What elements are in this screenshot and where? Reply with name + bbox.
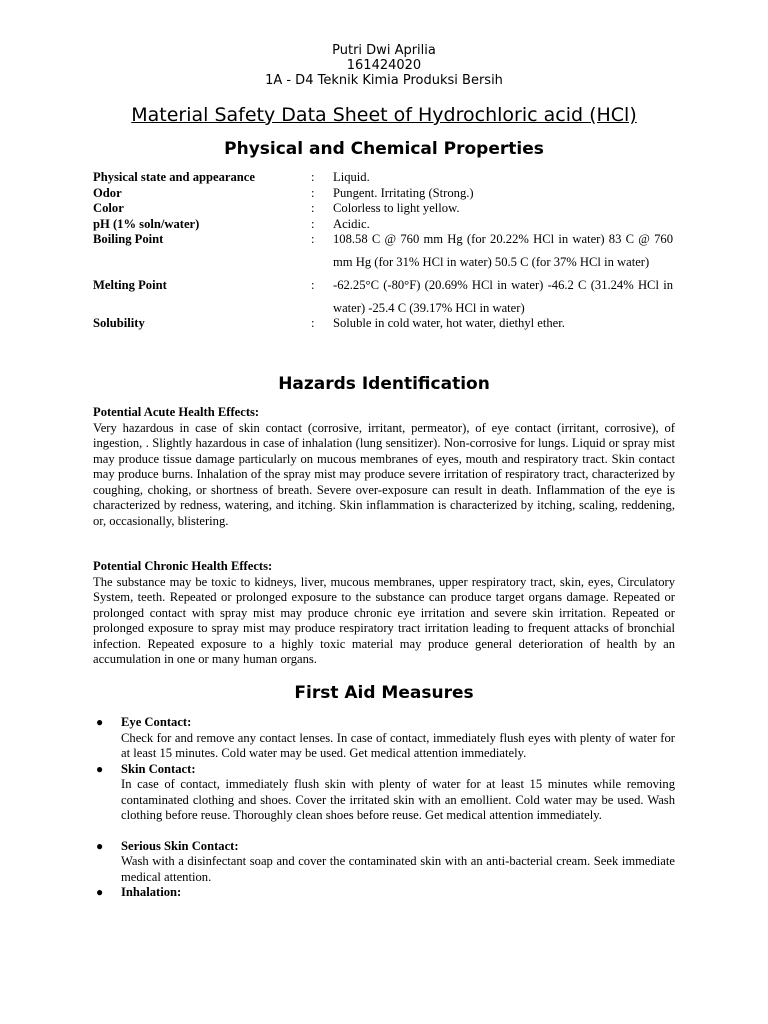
bullet-icon: ● [96, 715, 104, 729]
chronic-effects-block [93, 559, 675, 668]
property-value: Acidic. [333, 216, 370, 231]
property-colon: : [311, 216, 315, 231]
property-row [93, 201, 673, 217]
properties-table [93, 170, 673, 332]
first-aid-title: Inhalation: [121, 885, 182, 899]
property-value: -62.25°C (-80°F) (20.69% HCl in water) -46.2 C (31.24% HCl in water) -25.4 C (39.17% HCl in water) [333, 278, 673, 315]
first-aid-text: Check for and remove any contact lenses. In case of contact, immediately flush eyes with plenty of water for at least 15 minutes. Cold water may be used. Get medical attention immediately. [121, 730, 675, 760]
list-item [93, 715, 675, 762]
property-name: Odor [93, 185, 122, 200]
bullet-icon: ● [96, 761, 104, 776]
property-name: Physical state and appearance [93, 170, 255, 184]
first-aid-title: Serious Skin Contact: [121, 838, 239, 853]
first-aid-title: Skin Contact: [121, 761, 196, 776]
property-row [93, 228, 673, 274]
student-id: 161424020 [346, 58, 422, 73]
first-aid-list [93, 715, 675, 901]
property-name: Melting Point [93, 278, 167, 292]
author-block [0, 43, 768, 88]
property-colon: : [311, 278, 315, 292]
document-title: Material Safety Data Sheet of Hydrochloric acid (HCl) [131, 104, 637, 126]
property-value: Liquid. [333, 170, 370, 184]
section-title-first-aid: First Aid Measures [294, 683, 474, 703]
property-value: Soluble in cold water, hot water, diethyl ether. [333, 316, 565, 330]
chronic-effects-heading: Potential Chronic Health Effects: [93, 559, 273, 573]
section-title-physical: Physical and Chemical Properties [224, 139, 544, 159]
property-colon: : [311, 201, 315, 215]
acute-effects-text: Very hazardous in case of skin contact (corrosive, irritant, permeator), of eye contact (irritant, corrosive), of ingestion, . Slightly hazardous in case of inhalation (lung sensitizer). Non-corrosive for lungs. Liquid or spray mist may produce tissue damage particularly on mucous membranes of eyes, mouth and respiratory tract. Skin contact may produce burns. Inhalation of the spray mist may produce severe irritation of respiratory tract, characterized by coughing, choking, or shortness of breath. Severe over-exposure can result in death. Inflammation of the eye is characterized by redness, watering, and itching. Skin inflammation is characterized by itching, scaling, reddening, or, occasionally, blistering. [93, 420, 675, 528]
chronic-effects-text: The substance may be toxic to kidneys, liver, mucous membranes, upper respiratory tract, skin, eyes, Circulatory System, teeth. Repeated or prolonged exposure to the substance can produce target organs damage. Repeated or prolonged contact with spray mist may produce chronic eye irritation and severe skin irritation. Repeated or prolonged exposure to spray mist may produce respiratory tract irritation leading to frequent attacks of bronchial infection. Repeated exposure to a highly toxic material may produce general deterioration of health by an accumulation in one or many human organs. [93, 574, 675, 666]
list-item [93, 885, 675, 901]
property-name: Color [93, 201, 124, 215]
author-name: Putri Dwi Aprilia [332, 43, 436, 58]
property-value: 108.58 C @ 760 mm Hg (for 20.22% HCl in water) 83 C @ 760 mm Hg (for 31% HCl in water) 50.5 C (for 37% HCl in water) [333, 232, 673, 269]
property-row [93, 186, 673, 202]
first-aid-title: Eye Contact: [121, 715, 192, 729]
first-aid-text: In case of contact, immediately flush skin with plenty of water for at least 15 minutes while removing contaminated clothing and shoes. Cover the irritated skin with an emollient. Cold water may be used. Wash clothing before reuse. Thoroughly clean shoes before reuse. Get medical attention immediately. [121, 777, 675, 822]
property-row [93, 170, 673, 186]
property-value: Pungent. Irritating (Strong.) [333, 185, 474, 200]
class-name: 1A - D4 Teknik Kimia Produksi Bersih [265, 73, 503, 88]
bullet-icon: ● [96, 885, 104, 899]
first-aid-text: Wash with a disinfectant soap and cover the contaminated skin with an anti-bacterial cream. Seek immediate medical attention. [121, 854, 675, 884]
property-colon: : [311, 185, 315, 200]
property-name: Solubility [93, 316, 145, 330]
property-row [93, 316, 673, 332]
property-colon: : [311, 232, 315, 246]
acute-effects-block [93, 405, 675, 529]
property-name: Boiling Point [93, 232, 164, 246]
section-title-hazards: Hazards Identification [278, 374, 490, 394]
acute-effects-heading: Potential Acute Health Effects: [93, 405, 260, 419]
property-value: Colorless to light yellow. [333, 201, 460, 215]
bullet-icon: ● [96, 838, 104, 853]
list-item [93, 762, 675, 824]
property-name: pH (1% soln/water) [93, 216, 200, 231]
property-colon: : [311, 316, 315, 330]
property-colon: : [311, 170, 315, 184]
property-row [93, 274, 673, 320]
list-item [93, 839, 675, 886]
